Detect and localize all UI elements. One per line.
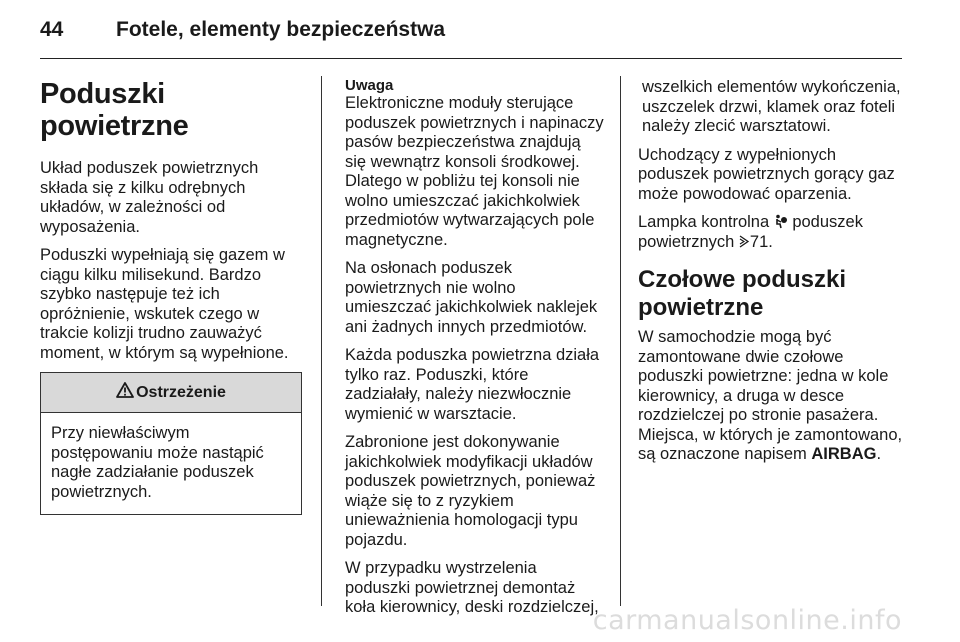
paragraph: Poduszki wypełniają się gazem w ciągu kilku milisekund. Bardzo szybko następuje też ich opróżnienie, wskutek czego w trakcie kolizji trudno zauważyć moment, w którym są wypełnione. <box>40 246 289 362</box>
paragraph: Układ poduszek powietrznych składa się z kilku odrębnych układów, w zależności od wyposażenia. <box>40 159 259 236</box>
airbag-indicator-icon <box>774 213 788 231</box>
warning-text: Przy niewłaściwym postępowaniu może nastąpić nagłe zadziałanie poduszek powietrznych. <box>51 424 264 501</box>
paragraph: Każda poduszka powietrzna działa tylko raz. Poduszki, które zadziałały, należy niezwłocznie wymienić w warsztacie. <box>345 346 600 423</box>
warning-title: Ostrzeżenie <box>136 383 226 401</box>
warning-box <box>40 372 302 515</box>
column-divider <box>321 76 322 606</box>
warning-triangle-icon <box>116 382 136 404</box>
paragraph: Na osłonach poduszek powietrznych nie wolno umieszczać jakichkolwiek naklejek ani żadnych innych przedmiotów. <box>345 259 598 336</box>
paragraph: Uchodzący z wypełnionych poduszek powietrznych gorący gaz może powodować oparzenia. <box>638 145 895 203</box>
page-number: 44 <box>40 18 64 41</box>
column-3 <box>638 78 903 474</box>
column-2 <box>345 78 605 627</box>
warning-header <box>41 373 301 413</box>
page-header <box>40 18 445 42</box>
paragraph: Zabronione jest dokonywanie jakichkolwiek modyfikacji układów poduszek powietrznych, ponieważ wiąże się to z ryzykiem unieważnienia homologacji typu pojazdu. <box>345 433 596 549</box>
page-title: Poduszki powietrzne <box>40 78 189 142</box>
column-divider <box>620 76 621 606</box>
watermark: carmanualsonline.info <box>592 605 902 636</box>
paragraph: W przypadku wystrzelenia poduszki powietrznej demontaż koła kierownicy, deski rozdzielczej, <box>345 559 599 616</box>
page-reference[interactable]: 71. <box>749 232 773 251</box>
paragraph: Lampka kontrolna poduszek powietrznych 71. <box>638 213 863 251</box>
paragraph: Elektroniczne moduły sterujące poduszek powietrznych i napinaczy pasów bezpieczeństwa znajdują się wewnątrz konsoli środkowej. Dlatego w pobliżu tej konsoli nie wolno umieszczać jakichkolwiek przedmiotów wytwarzających pole magnetyczne. <box>345 94 604 249</box>
note-title: Uwaga <box>345 77 394 94</box>
page-reference-icon <box>739 233 750 251</box>
column-1 <box>40 78 302 515</box>
paragraph: wszelkich elementów wykończenia, uszczelek drzwi, klamek oraz foteli należy zlecić warsztatowi. <box>642 78 901 135</box>
header-rule <box>40 58 902 59</box>
section-subtitle: Czołowe poduszki powietrzne <box>638 266 847 321</box>
paragraph: W samochodzie mogą być zamontowane dwie czołowe poduszki powietrzne: jedna w kole kierownicy, a druga w desce rozdzielczej po stronie pasażera. Miejsca, w których je zamontowano, są oznaczone napisem AIRBAG. <box>638 328 903 463</box>
section-title: Fotele, elementy bezpieczeństwa <box>116 18 446 41</box>
airbag-label: AIRBAG <box>811 445 877 463</box>
